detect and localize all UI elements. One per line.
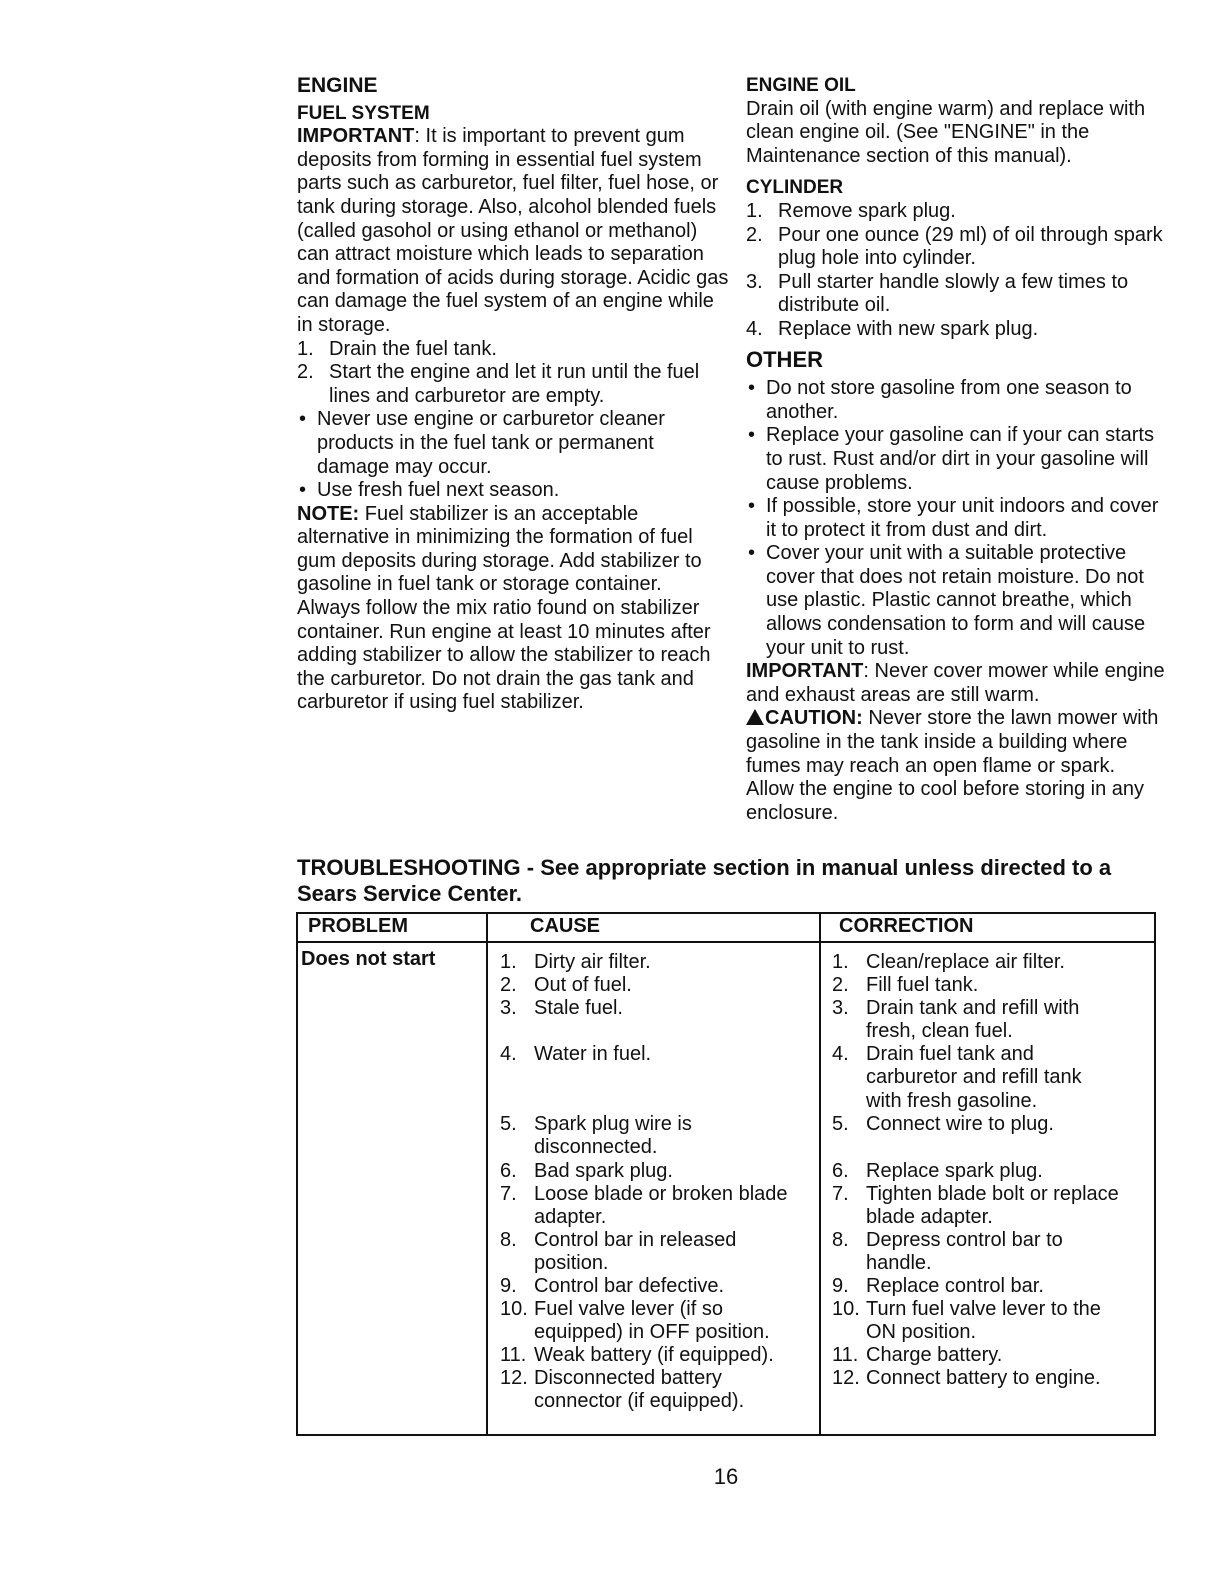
problem-cell: Does not start: [301, 948, 436, 970]
engine-oil-paragraph: Drain oil (with engine warm) and replace with clean engine oil. (See "ENGINE" in the Maintenance section of this manual).: [746, 97, 1146, 167]
header-divider: [298, 941, 1154, 943]
list-item: 2. Start the engine and let it run until the fuel lines and carburetor are empty.: [297, 361, 700, 407]
column-divider: [819, 914, 821, 1434]
table-row: 3. Stale fuel.: [500, 997, 623, 1019]
list-item: • If possible, store your unit indoors and cover it to protect it from dust and dirt.: [748, 495, 1159, 541]
list-item: • Do not store gasoline from one season to another.: [748, 377, 1132, 423]
table-row: 12. Disconnected battery connector (if equipped).: [500, 1367, 745, 1413]
column-header-problem: PROBLEM: [308, 915, 408, 937]
table-row: 8. Depress control bar to handle.: [832, 1229, 1063, 1275]
table-row: 5. Connect wire to plug.: [832, 1113, 1054, 1135]
bullet-icon: •: [299, 408, 307, 431]
important-label: IMPORTANT: [746, 660, 864, 683]
table-row: 10. Fuel valve lever (if so equipped) in OFF position.: [500, 1298, 770, 1344]
bullet-icon: •: [748, 424, 756, 447]
fuel-important-paragraph: [297, 125, 729, 337]
list-item: • Cover your unit with a suitable protective cover that does not retain moisture. Do not use plastic. Plastic cannot breathe, which allows condensation to form and will cause your unit to rust.: [748, 542, 1146, 659]
caution-text: Never store the lawn mower with gasoline in the tank inside a building where fumes may reach an open flame or spark. Allow the engine to cool before storing in any enclosure.: [746, 707, 1159, 824]
troubleshooting-heading: TROUBLESHOOTING - See appropriate section in manual unless directed to a Sears Service Center.: [297, 855, 1112, 906]
cylinder-steps: [746, 200, 1166, 342]
fuel-system-heading: FUEL SYSTEM: [297, 102, 430, 124]
important-text: : It is important to prevent gum deposits from forming in essential fuel system parts such as carburetor, fuel filter, fuel hose, or tank during storage. Also, alcohol blended fuels (called gasohol or using ethanol or methanol) can attract moisture which leads to separation and formation of acids during storage. Acidic gas can damage the fuel system of an engine while in storage.: [297, 125, 729, 336]
other-bullets: [746, 377, 1166, 660]
column-divider: [486, 914, 488, 1434]
warning-triangle-icon: [746, 709, 764, 725]
table-row: 1. Dirty air filter.: [500, 951, 651, 973]
bullet-icon: •: [748, 495, 756, 518]
table-row: 2. Fill fuel tank.: [832, 974, 979, 996]
list-item: 1. Drain the fuel tank.: [297, 337, 497, 360]
page-number: 16: [713, 1464, 739, 1489]
engine-heading: ENGINE: [297, 74, 378, 97]
table-row: 11. Charge battery.: [832, 1344, 1003, 1366]
table-row: 9. Control bar defective.: [500, 1275, 725, 1297]
cylinder-heading: CYLINDER: [746, 177, 844, 199]
note-text: Fuel stabilizer is an acceptable alternative in minimizing the formation of fuel gum deposits during storage. Add stabilizer to gasoline in fuel tank or storage container. Always follow the mix ratio found on stabilizer container. Run engine at least 10 minutes after adding stabilizer to allow the stabilizer to reach the carburetor. Do not drain the gas tank and carburetor if using fuel stabilizer.: [297, 502, 711, 714]
list-item: • Replace your gasoline can if your can starts to rust. Rust and/or dirt in your gasoline will cause problems.: [748, 424, 1154, 494]
table-row: 4. Water in fuel.: [500, 1043, 652, 1065]
list-item: • Never use engine or carburetor cleaner products in the fuel tank or permanent damage may occur.: [299, 408, 665, 478]
table-row: 12. Connect battery to engine.: [832, 1367, 1101, 1389]
list-item: 2. Pour one ounce (29 ml) of oil through spark plug hole into cylinder.: [746, 223, 1163, 270]
table-row: 1. Clean/replace air filter.: [832, 951, 1065, 973]
list-item: 4. Replace with new spark plug.: [746, 317, 1039, 340]
other-important-paragraph: [746, 660, 1166, 707]
table-row: 4. Drain fuel tank and carburetor and refill tank with fresh gasoline.: [832, 1043, 1082, 1112]
table-row: 6. Bad spark plug.: [500, 1160, 673, 1182]
table-row: 3. Drain tank and refill with fresh, clean fuel.: [832, 997, 1080, 1043]
table-row: 6. Replace spark plug.: [832, 1160, 1043, 1182]
important-text: : Never cover mower while engine and exhaust areas are still warm.: [746, 660, 1165, 706]
other-heading: OTHER: [746, 346, 823, 372]
table-row: 10. Turn fuel valve lever to the ON position.: [832, 1298, 1101, 1344]
important-label: IMPORTANT: [297, 125, 415, 148]
list-item: 3. Pull starter handle slowly a few times to distribute oil.: [746, 270, 1129, 317]
list-item: 1. Remove spark plug.: [746, 199, 956, 222]
note-label: NOTE:: [297, 502, 360, 525]
table-row: 5. Spark plug wire is disconnected.: [500, 1113, 692, 1159]
right-column: [746, 74, 1166, 825]
column-header-correction: CORRECTION: [839, 915, 974, 937]
fuel-bullets: [297, 408, 729, 502]
bullet-icon: •: [748, 542, 756, 565]
table-row: 7. Loose blade or broken blade adapter.: [500, 1183, 788, 1229]
table-row: 11. Weak battery (if equipped).: [500, 1344, 774, 1366]
left-column: [297, 74, 729, 715]
table-row: 8. Control bar in released position.: [500, 1229, 737, 1275]
table-row: 7. Tighten blade bolt or replace blade adapter.: [832, 1183, 1119, 1229]
list-item: • Use fresh fuel next season.: [299, 479, 560, 502]
engine-oil-heading: ENGINE OIL: [746, 75, 856, 96]
bullet-icon: •: [299, 479, 307, 502]
caution-label: CAUTION:: [765, 707, 863, 730]
fuel-steps: [297, 338, 729, 409]
bullet-icon: •: [748, 377, 756, 400]
table-row: 2. Out of fuel.: [500, 974, 632, 996]
column-header-cause: CAUSE: [530, 915, 601, 937]
note-paragraph: [297, 503, 729, 715]
troubleshooting-table: [296, 912, 1156, 1436]
table-row: 9. Replace control bar.: [832, 1275, 1044, 1297]
caution-paragraph: [746, 707, 1166, 825]
